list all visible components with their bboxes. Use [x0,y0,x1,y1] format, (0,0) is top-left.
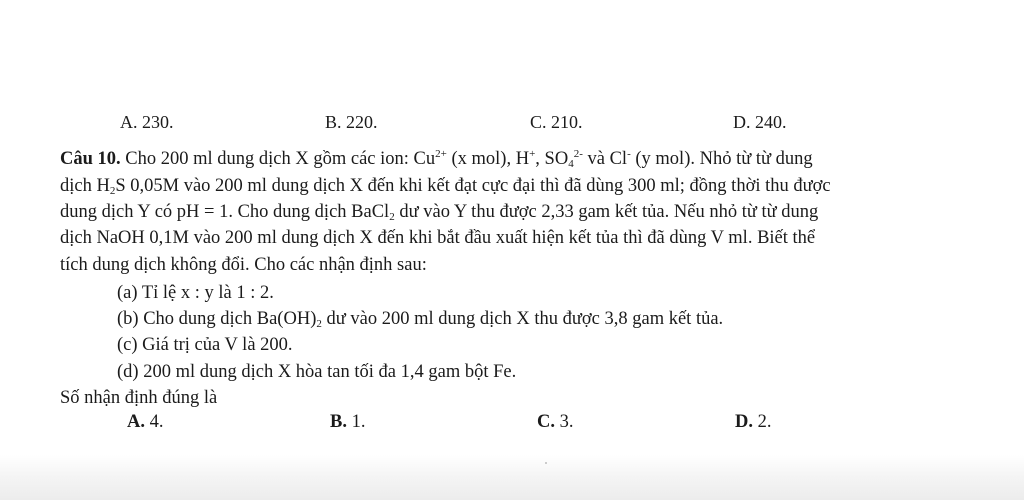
statement-d: (d) 200 ml dung dịch X hòa tan tối đa 1,4 gam bột Fe. [117,362,517,382]
answer-option-d: D. 2. [735,412,772,432]
scan-speck [545,462,547,464]
question-number: Câu 10. [60,149,121,169]
prev-option-a: A. 230. [120,112,174,132]
statement-c: (c) Giá trị của V là 200. [117,335,293,355]
question-line-1: Câu 10. Cho 200 ml dung dịch X gồm các ion: $Cu^{2+}$ (x mol), H+, $SO_4^{2-}$ và Cl- (y mol). Nhỏ từ từ dung [60,148,813,170]
answer-prompt: Số nhận định đúng là [60,388,218,408]
prev-option-c: C. 210. [530,112,583,132]
question-line-4: dịch NaOH 0,1M vào 200 ml dung dịch X đến khi bắt đầu xuất hiện kết tủa thì đã dùng V ml. Biết thể [60,228,816,248]
answer-option-b: B. 1. [330,412,366,432]
previous-question-options-cut [0,112,1024,132]
prev-option-d: D. 240. [733,112,787,132]
answer-option-c: C. 3. [537,412,574,432]
prev-option-b: B. 220. [325,112,378,132]
statement-b: (b) Cho dung dịch $Ba(OH)_2$ dư vào 200 ml dung dịch X thu được 3,8 gam kết tủa. [117,309,724,330]
question-line-5: tích dung dịch không đổi. Cho các nhận định sau: [60,255,427,275]
question-line-3: dung dịch Y có pH = 1. Cho dung dịch BaCl$_2$ dư vào Y thu được 2,33 gam kết tủa. Nếu nhỏ từ từ dung [60,202,819,223]
question-line-2: dịch $H_2S$ 0,05M vào 200 ml dung dịch X đến khi kết đạt cực đại thì đã dùng 300 ml; đồng thời thu được [60,176,831,197]
answer-option-a: A. 4. [127,412,164,432]
statement-a: (a) Tỉ lệ x : y là 1 : 2. [117,283,274,303]
